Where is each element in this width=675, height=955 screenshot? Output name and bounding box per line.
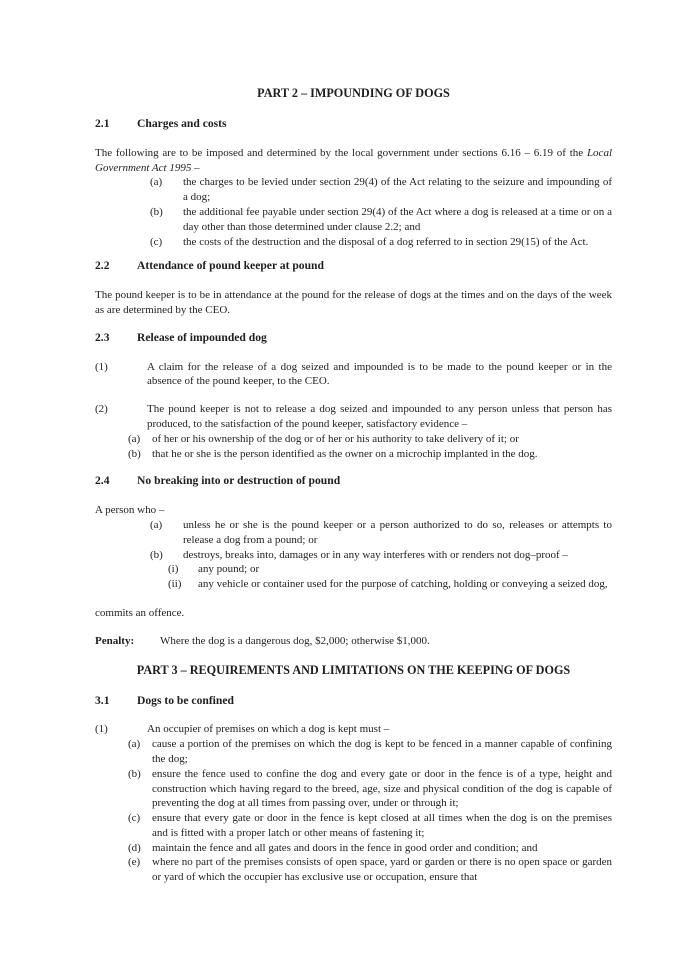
list-subitem-label: (i) [168, 563, 179, 576]
list-item-text: destroys, breaks into, damages or in any way interferes with or renders not dog–proof – [183, 548, 568, 561]
section-2-1-number: 2.1 [95, 117, 110, 130]
list-item [95, 767, 612, 811]
section-3-1-number: 3.1 [95, 693, 110, 707]
list-item-text: unless he or she is the pound keeper or a person authorized to do so, releases or attempts to release a dog from a pound; or [183, 518, 612, 546]
list-item-label: (d) [128, 841, 141, 854]
list-item-label: (c) [128, 812, 141, 825]
indent-spacer [95, 205, 150, 235]
list-item-label: (b) [150, 205, 163, 218]
penalty-label: Penalty: [95, 634, 135, 647]
list-item-text: the additional fee payable under section 29(4) of the Act where a dog is released at a time or on a day other than those determined under clause 2.2; and [183, 205, 612, 233]
clause-text: A claim for the release of a dog seized and impounded is to be made to the pound keeper or in the absence of the pound keeper, to the CEO. [147, 360, 612, 388]
document-content [95, 86, 612, 895]
clause-2-3-2-list [95, 432, 612, 462]
list-item [95, 811, 612, 841]
penalty-line [95, 634, 612, 649]
list-item-label: (b) [150, 548, 163, 561]
section-2-1-intro-paragraph [95, 146, 612, 176]
indent-spacer [95, 767, 128, 811]
indent-spacer [95, 737, 128, 767]
list-item [95, 548, 612, 563]
clause-3-1-1 [95, 722, 612, 737]
clause-label: (1) [95, 723, 108, 736]
clause-3-1-1-list [95, 737, 612, 885]
section-2-4-closing: commits an offence. [95, 606, 185, 619]
part2-heading: PART 2 – IMPOUNDING OF DOGS [257, 86, 450, 100]
list-item [95, 205, 612, 235]
part3-heading: PART 3 – REQUIREMENTS AND LIMITATIONS ON THE KEEPING OF DOGS [136, 662, 571, 677]
list-item-label: (e) [128, 856, 141, 869]
list-item-label: (a) [128, 432, 141, 445]
section-2-1-title: Charges and costs [137, 117, 227, 130]
section-2-4-heading [95, 474, 612, 489]
section-2-4-list [95, 518, 612, 592]
clause-text: The pound keeper is not to release a dog seized and impounded to any person unless that person has produced, to the satisfaction of the pound keeper, satisfactory evidence – [147, 403, 612, 430]
indent-spacer [95, 432, 128, 447]
indent-spacer [95, 577, 168, 592]
list-item [95, 235, 612, 250]
list-subitem-text: any pound; or [198, 563, 260, 576]
intro-text-pre: The following are to be imposed and determined by the local government under sections 6.16 – 6.19 of the [95, 146, 587, 159]
clause-label: (2) [95, 403, 108, 416]
indent-spacer [95, 175, 150, 205]
list-item [95, 447, 612, 462]
clause-2-3-2 [95, 402, 612, 432]
section-2-2-title: Attendance of pound keeper at pound [137, 259, 324, 273]
indent-spacer [95, 841, 128, 856]
indent-spacer [95, 518, 150, 548]
list-subitem [95, 562, 612, 577]
list-item-text: the charges to be levied under section 29(4) of the Act relating to the seizure and impounding of a dog; [183, 176, 612, 204]
section-2-1-heading [95, 117, 612, 132]
section-2-4-title: No breaking into or destruction of pound [137, 474, 341, 488]
list-item [95, 855, 612, 885]
list-item-label: (c) [150, 235, 163, 248]
intro-text-post: – [191, 161, 200, 174]
act-name-italic: Local Government Act 1995 [95, 146, 612, 174]
section-2-4-intro: A person who – [95, 504, 165, 517]
list-item [95, 737, 612, 767]
list-item-label: (b) [128, 447, 141, 460]
section-2-3-heading [95, 331, 612, 346]
list-item-label: (b) [128, 767, 141, 780]
indent-spacer [95, 855, 128, 885]
list-subitem [95, 577, 612, 592]
section-2-2-body: The pound keeper is to be in attendance at the pound for the release of dogs at the times and on the days of the week as are determined by the CEO. [95, 289, 612, 316]
list-item-text: of her or his ownership of the dog or of her or his authority to take delivery of it; or [152, 432, 519, 445]
section-2-3-number: 2.3 [95, 330, 110, 344]
indent-spacer [95, 562, 168, 577]
indent-spacer [95, 548, 150, 563]
list-subitem-label: (ii) [168, 578, 182, 591]
penalty-text: Where the dog is a dangerous dog, $2,000; otherwise $1,000. [160, 634, 430, 647]
list-item [95, 432, 612, 447]
indent-spacer [95, 811, 128, 841]
section-2-1-list [95, 175, 612, 249]
list-item-text: that he or she is the person identified as the owner on a microchip implanted in the dog. [152, 447, 538, 460]
list-item-text: maintain the fence and all gates and doors in the fence in good order and condition; and [152, 841, 538, 854]
list-item [95, 175, 612, 205]
list-item-text: ensure that every gate or door in the fence is kept closed at all times when the dog is on the premises and is fitted with a proper latch or other means of fastening it; [152, 812, 612, 839]
list-item [95, 518, 612, 548]
list-subitem-text: any vehicle or container used for the purpose of catching, holding or conveying a seized dog, [198, 578, 608, 591]
list-item [95, 841, 612, 856]
list-item-text: ensure the fence used to confine the dog and every gate or door in the fence is of a type, height and construction which having regard to the breed, age, size and physical condition of the dog is capable of preventing the dog at all times from passing over, under or through it; [152, 767, 612, 810]
indent-spacer [95, 235, 150, 250]
section-2-2-number: 2.2 [95, 259, 110, 273]
list-item-label: (a) [128, 738, 141, 751]
list-item-text: the costs of the destruction and the disposal of a dog referred to in section 29(15) of the Act. [183, 235, 589, 248]
section-2-2-heading [95, 259, 612, 274]
clause-2-3-1 [95, 360, 612, 390]
list-item-label: (a) [150, 518, 163, 531]
section-2-4-number: 2.4 [95, 474, 110, 488]
list-item-text: where no part of the premises consists of open space, yard or garden or there is no open space or garden or yard of which the occupier has exclusive use or occupation, ensure that [152, 856, 612, 884]
clause-text: An occupier of premises on which a dog is kept must – [147, 723, 390, 736]
indent-spacer [95, 447, 128, 462]
section-3-1-title: Dogs to be confined [137, 693, 234, 707]
section-3-1-heading [95, 694, 612, 709]
list-item-text: cause a portion of the premises on which the dog is kept to be fenced in a manner capable of confining the dog; [152, 738, 612, 765]
section-2-3-title: Release of impounded dog [137, 330, 267, 344]
clause-label: (1) [95, 360, 108, 373]
list-item-label: (a) [150, 176, 163, 189]
